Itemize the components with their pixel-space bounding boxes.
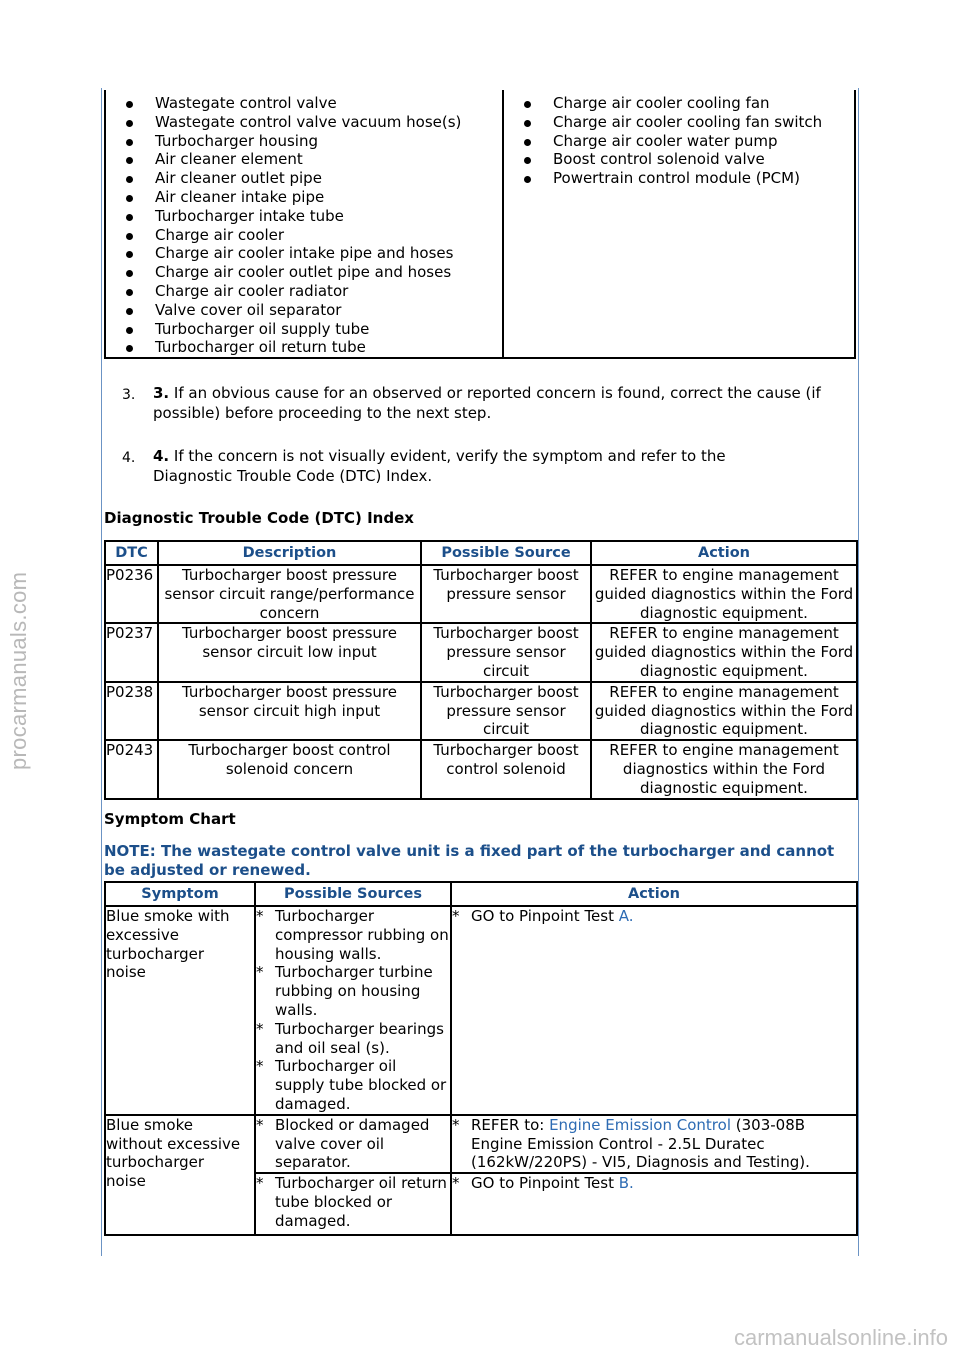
component-item: Charge air cooler cooling fan bbox=[524, 94, 844, 113]
component-item: Charge air cooler radiator bbox=[126, 282, 496, 301]
pinpoint-test-b-link[interactable]: B. bbox=[618, 1174, 634, 1193]
step-number: 3. bbox=[122, 387, 136, 403]
page-left-rule bbox=[101, 88, 102, 1256]
component-item: Wastegate control valve bbox=[126, 94, 496, 113]
component-item: Turbocharger oil return tube bbox=[126, 338, 496, 357]
dtc-code-cell: P0237 bbox=[105, 623, 158, 681]
action-cell: REFER to engine management guided diagnostics within the Ford diagnostic equipment. bbox=[591, 682, 857, 740]
action-text: GO to Pinpoint Test bbox=[471, 907, 619, 925]
source-text: Blocked or damaged valve cover oil separator. bbox=[275, 1115, 430, 1172]
watermark-bottom: carmanualsonline.info bbox=[733, 1325, 948, 1350]
action-cell: REFER to engine management guided diagnostics within the Ford diagnostic equipment. bbox=[591, 623, 857, 681]
dtc-table-body bbox=[105, 565, 857, 799]
symptom-table bbox=[104, 881, 858, 1236]
component-item: Charge air cooler outlet pipe and hoses bbox=[126, 263, 496, 282]
symptom-chart-title: Symptom Chart bbox=[104, 810, 236, 828]
source-cell: Turbocharger boost pressure sensor circuit bbox=[421, 623, 591, 681]
dtc-table bbox=[104, 540, 858, 800]
component-item: Charge air cooler bbox=[126, 226, 496, 245]
symptom-text: Blue smoke without excessive turbocharger noise bbox=[106, 1115, 241, 1191]
step-text bbox=[153, 384, 862, 423]
symptom-header: Symptom bbox=[105, 882, 255, 906]
step-text bbox=[153, 447, 793, 486]
step-number: 4. bbox=[122, 450, 136, 466]
sources-cell bbox=[255, 1115, 451, 1173]
source-item bbox=[256, 1116, 450, 1172]
component-item: Turbocharger intake tube bbox=[126, 207, 496, 226]
component-item: Air cleaner outlet pipe bbox=[126, 169, 496, 188]
sources-cell bbox=[255, 906, 451, 1115]
action-item bbox=[452, 1174, 856, 1193]
step-body: If the concern is not visually evident, verify the symptom and refer to the Diagnostic Trouble Code (DTC) Index. bbox=[153, 447, 726, 485]
source-cell: Turbocharger boost pressure sensor circuit bbox=[421, 682, 591, 740]
source-item: * Turbocharger compressor rubbing on housing walls. bbox=[256, 907, 450, 963]
component-item: Turbocharger oil supply tube bbox=[126, 320, 496, 339]
action-text: (303-08B Engine Emission Control - 2.5L Duratec (162kW/220PS) - VI5, Diagnosis and Testing). bbox=[471, 1115, 810, 1172]
symptom-row bbox=[105, 1115, 857, 1173]
component-item: Charge air cooler cooling fan switch bbox=[524, 113, 844, 132]
component-item: Charge air cooler water pump bbox=[524, 132, 844, 151]
action-header: Action bbox=[451, 882, 857, 906]
components-table bbox=[104, 90, 856, 359]
symptom-text: Blue smoke with excessive turbocharger noise bbox=[106, 907, 230, 982]
watermark-side: procarmanuals.com bbox=[6, 571, 31, 770]
description-cell: Turbocharger boost pressure sensor circuit high input bbox=[158, 682, 421, 740]
engine-emission-control-link[interactable]: Engine Emission Control bbox=[549, 1115, 731, 1134]
symptom-cell bbox=[105, 906, 255, 1115]
action-cell bbox=[451, 1115, 857, 1173]
description-header: Description bbox=[158, 541, 421, 565]
action-text: GO to Pinpoint Test bbox=[471, 1174, 619, 1193]
component-item: Wastegate control valve vacuum hose(s) bbox=[126, 113, 496, 132]
dtc-row bbox=[105, 682, 857, 740]
symptom-chart-note: NOTE: The wastegate control valve unit is a fixed part of the turbocharger and cannot be adjusted or renewed. bbox=[104, 842, 835, 879]
dtc-code-cell: P0238 bbox=[105, 682, 158, 740]
dtc-index-title: Diagnostic Trouble Code (DTC) Index bbox=[104, 509, 414, 527]
dtc-row bbox=[105, 623, 857, 681]
pinpoint-test-a-link[interactable]: A. bbox=[618, 907, 634, 925]
step-bold-number: 4. bbox=[153, 447, 170, 465]
source-text: Turbocharger oil return tube blocked or damaged. bbox=[275, 1174, 447, 1230]
step-3 bbox=[122, 384, 862, 423]
symptom-cell bbox=[105, 1115, 255, 1235]
source-cell: Turbocharger boost pressure sensor bbox=[421, 565, 591, 623]
dtc-header: DTC bbox=[105, 541, 158, 565]
source-item bbox=[256, 1174, 450, 1230]
source-item: * Turbocharger turbine rubbing on housing walls. bbox=[256, 963, 450, 1019]
step-4 bbox=[122, 447, 862, 486]
column-divider bbox=[502, 90, 504, 357]
step-bold-number: 3. bbox=[153, 384, 170, 402]
possible-source-header: Possible Source bbox=[421, 541, 591, 565]
step-body: If an obvious cause for an observed or reported concern is found, correct the cause (if possible) before proceeding to the next step. bbox=[153, 384, 821, 422]
action-item bbox=[452, 1116, 856, 1172]
symptom-header-row bbox=[105, 882, 857, 906]
page-right-rule bbox=[858, 88, 859, 1256]
source-item: * Turbocharger bearings and oil seal (s). bbox=[256, 1020, 450, 1058]
action-header: Action bbox=[591, 541, 857, 565]
component-item: Charge air cooler intake pipe and hoses bbox=[126, 244, 496, 263]
source-cell: Turbocharger boost control solenoid bbox=[421, 740, 591, 798]
description-cell: Turbocharger boost pressure sensor circuit range/performance concern bbox=[158, 565, 421, 623]
dtc-header-row bbox=[105, 541, 857, 565]
dtc-row bbox=[105, 565, 857, 623]
sources-cell bbox=[255, 1173, 451, 1235]
component-item: Valve cover oil separator bbox=[126, 301, 496, 320]
component-item: Air cleaner intake pipe bbox=[126, 188, 496, 207]
description-cell: Turbocharger boost pressure sensor circuit low input bbox=[158, 623, 421, 681]
action-item bbox=[452, 907, 856, 926]
source-item: * Turbocharger oil supply tube blocked or damaged. bbox=[256, 1057, 450, 1113]
component-item: Powertrain control module (PCM) bbox=[524, 169, 844, 188]
action-cell bbox=[451, 906, 857, 1115]
components-left-column bbox=[126, 94, 496, 357]
dtc-code-cell: P0236 bbox=[105, 565, 158, 623]
components-left-list bbox=[126, 94, 496, 357]
component-item: Turbocharger housing bbox=[126, 132, 496, 151]
dtc-code-cell: P0243 bbox=[105, 740, 158, 798]
possible-sources-header: Possible Sources bbox=[255, 882, 451, 906]
action-cell bbox=[451, 1173, 857, 1235]
symptom-row bbox=[105, 906, 857, 1115]
action-cell: REFER to engine management guided diagnostics within the Ford diagnostic equipment. bbox=[591, 565, 857, 623]
component-item: Air cleaner element bbox=[126, 150, 496, 169]
component-item: Boost control solenoid valve bbox=[524, 150, 844, 169]
dtc-row bbox=[105, 740, 857, 798]
components-right-column bbox=[524, 94, 844, 188]
action-text: REFER to: bbox=[471, 1115, 550, 1134]
action-cell: REFER to engine management diagnostics within the Ford diagnostic equipment. bbox=[591, 740, 857, 798]
description-cell: Turbocharger boost control solenoid concern bbox=[158, 740, 421, 798]
components-right-list bbox=[524, 94, 844, 188]
